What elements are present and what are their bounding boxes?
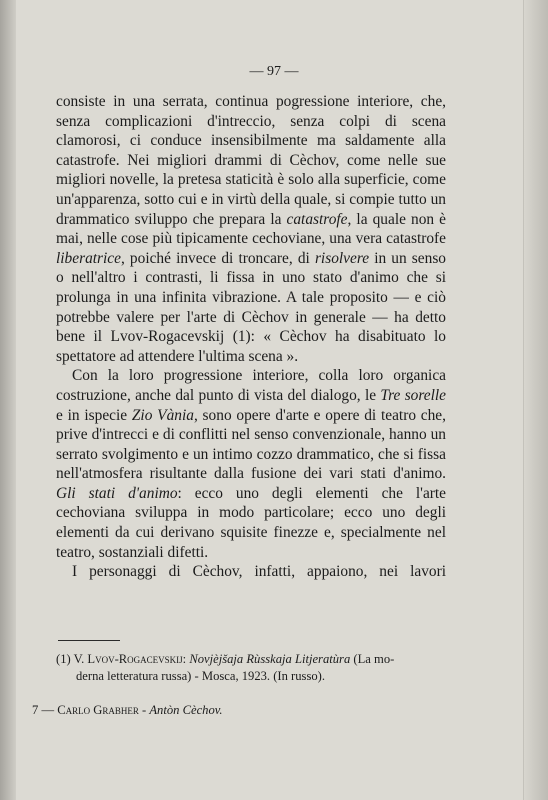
italic-liberatrice: liberatrice <box>56 249 121 267</box>
paragraph-1-text-2: , la quale non è mai, nelle cose più tipicamente cechoviane, una vera catastrofe <box>56 210 447 248</box>
italic-gli-stati-d-animo: Gli stati d'animo <box>56 484 178 502</box>
italic-zio-vania: Zio Vània <box>131 406 194 424</box>
footnote-line-2: derna letteratura russa) - Mosca, 1923. (In russo). <box>76 668 325 683</box>
signature-line <box>32 703 452 718</box>
italic-tre-sorelle: Tre sorelle <box>380 386 447 404</box>
signature-author: Carlo Grabher <box>57 703 139 717</box>
paragraph-2-text-2: e in ispecie <box>56 406 132 424</box>
paragraph-2 <box>56 366 446 562</box>
italic-risolvere: risolvere <box>314 249 370 267</box>
footnote-colon: : <box>182 652 190 666</box>
italic-catastrofe: catastrofe <box>286 210 348 228</box>
paragraph-3: I personaggi di Cèchov, infatti, appaiono, nei lavori <box>72 563 446 581</box>
footnote-marker: (1) V. <box>56 652 88 666</box>
paragraph-1-text-3: , poiché invece di troncare, di <box>120 249 315 267</box>
paragraph-1 <box>56 92 446 366</box>
paragraph-2-text-1: Con la loro progressione interiore, colla loro organica costruzione, anche dal punto di vista del dialogo, le <box>56 367 446 404</box>
footnote-rule <box>58 640 120 641</box>
footnote-title: Novjèjšaja Rùsskaja Litjeratùra <box>189 652 351 666</box>
footnote-line-1 <box>56 651 450 668</box>
paragraph-2-text-3: , sono opere d'arte e opere di teatro che, prive d'intrecci e di conflitti nel senso convenzionale, hanno un serrato svolgimento e un intimo cozzo drammatico, che si fissa nell'atmosfera risultante dalla fusione dei vari stati d'animo. <box>56 406 446 483</box>
footnote-author: Lvov-Rogacevskij <box>87 652 183 666</box>
signature-separator: - <box>138 703 150 717</box>
page-edge-right <box>523 0 548 800</box>
footnote-rest: (La mo- <box>350 652 395 666</box>
footnote <box>56 651 450 684</box>
signature-number: 7 — <box>32 703 58 717</box>
signature-title: Antòn Cèchov. <box>149 703 223 717</box>
body-text <box>56 92 446 582</box>
paragraph-1-text-1: consiste in una serrata, continua pogressione interiore, che, senza complicazioni d'intreccio, senza colpi di scena clamorosi, ci conduce insensibilmente ma saldamente alla catastrofe. Nei migliori drammi di Cèchov, come nelle sue migliori novelle, la pretesa staticità è solo alla superficie, come un'apparenza, sotto cui e in virtù della quale, si compie tutto un drammatico sviluppo che prepara la <box>56 93 446 228</box>
page-number: — 97 — <box>249 64 299 79</box>
paragraph-1-text-4: in un senso o nell'altro i contrasti, li fissa in uno stato d'animo che si prolunga in una infinita vibrazione. A tale proposito — e ciò potrebbe valere per l'arte di Cèchov in generale — ha detto bene il Lvov-Rogacevskij (1): « Cèchov ha disabituato lo spettatore ad attendere l'ultima scena ». <box>56 249 447 365</box>
page-shadow-left <box>0 0 16 800</box>
paragraph-2-text-4: : ecco uno degli elementi che l'arte cechoviana sviluppa in modo particolare; ecco uno degli elementi da cui derivano squisite finezze e, specialmente nel teatro, sostanziali difetti. <box>56 484 447 561</box>
